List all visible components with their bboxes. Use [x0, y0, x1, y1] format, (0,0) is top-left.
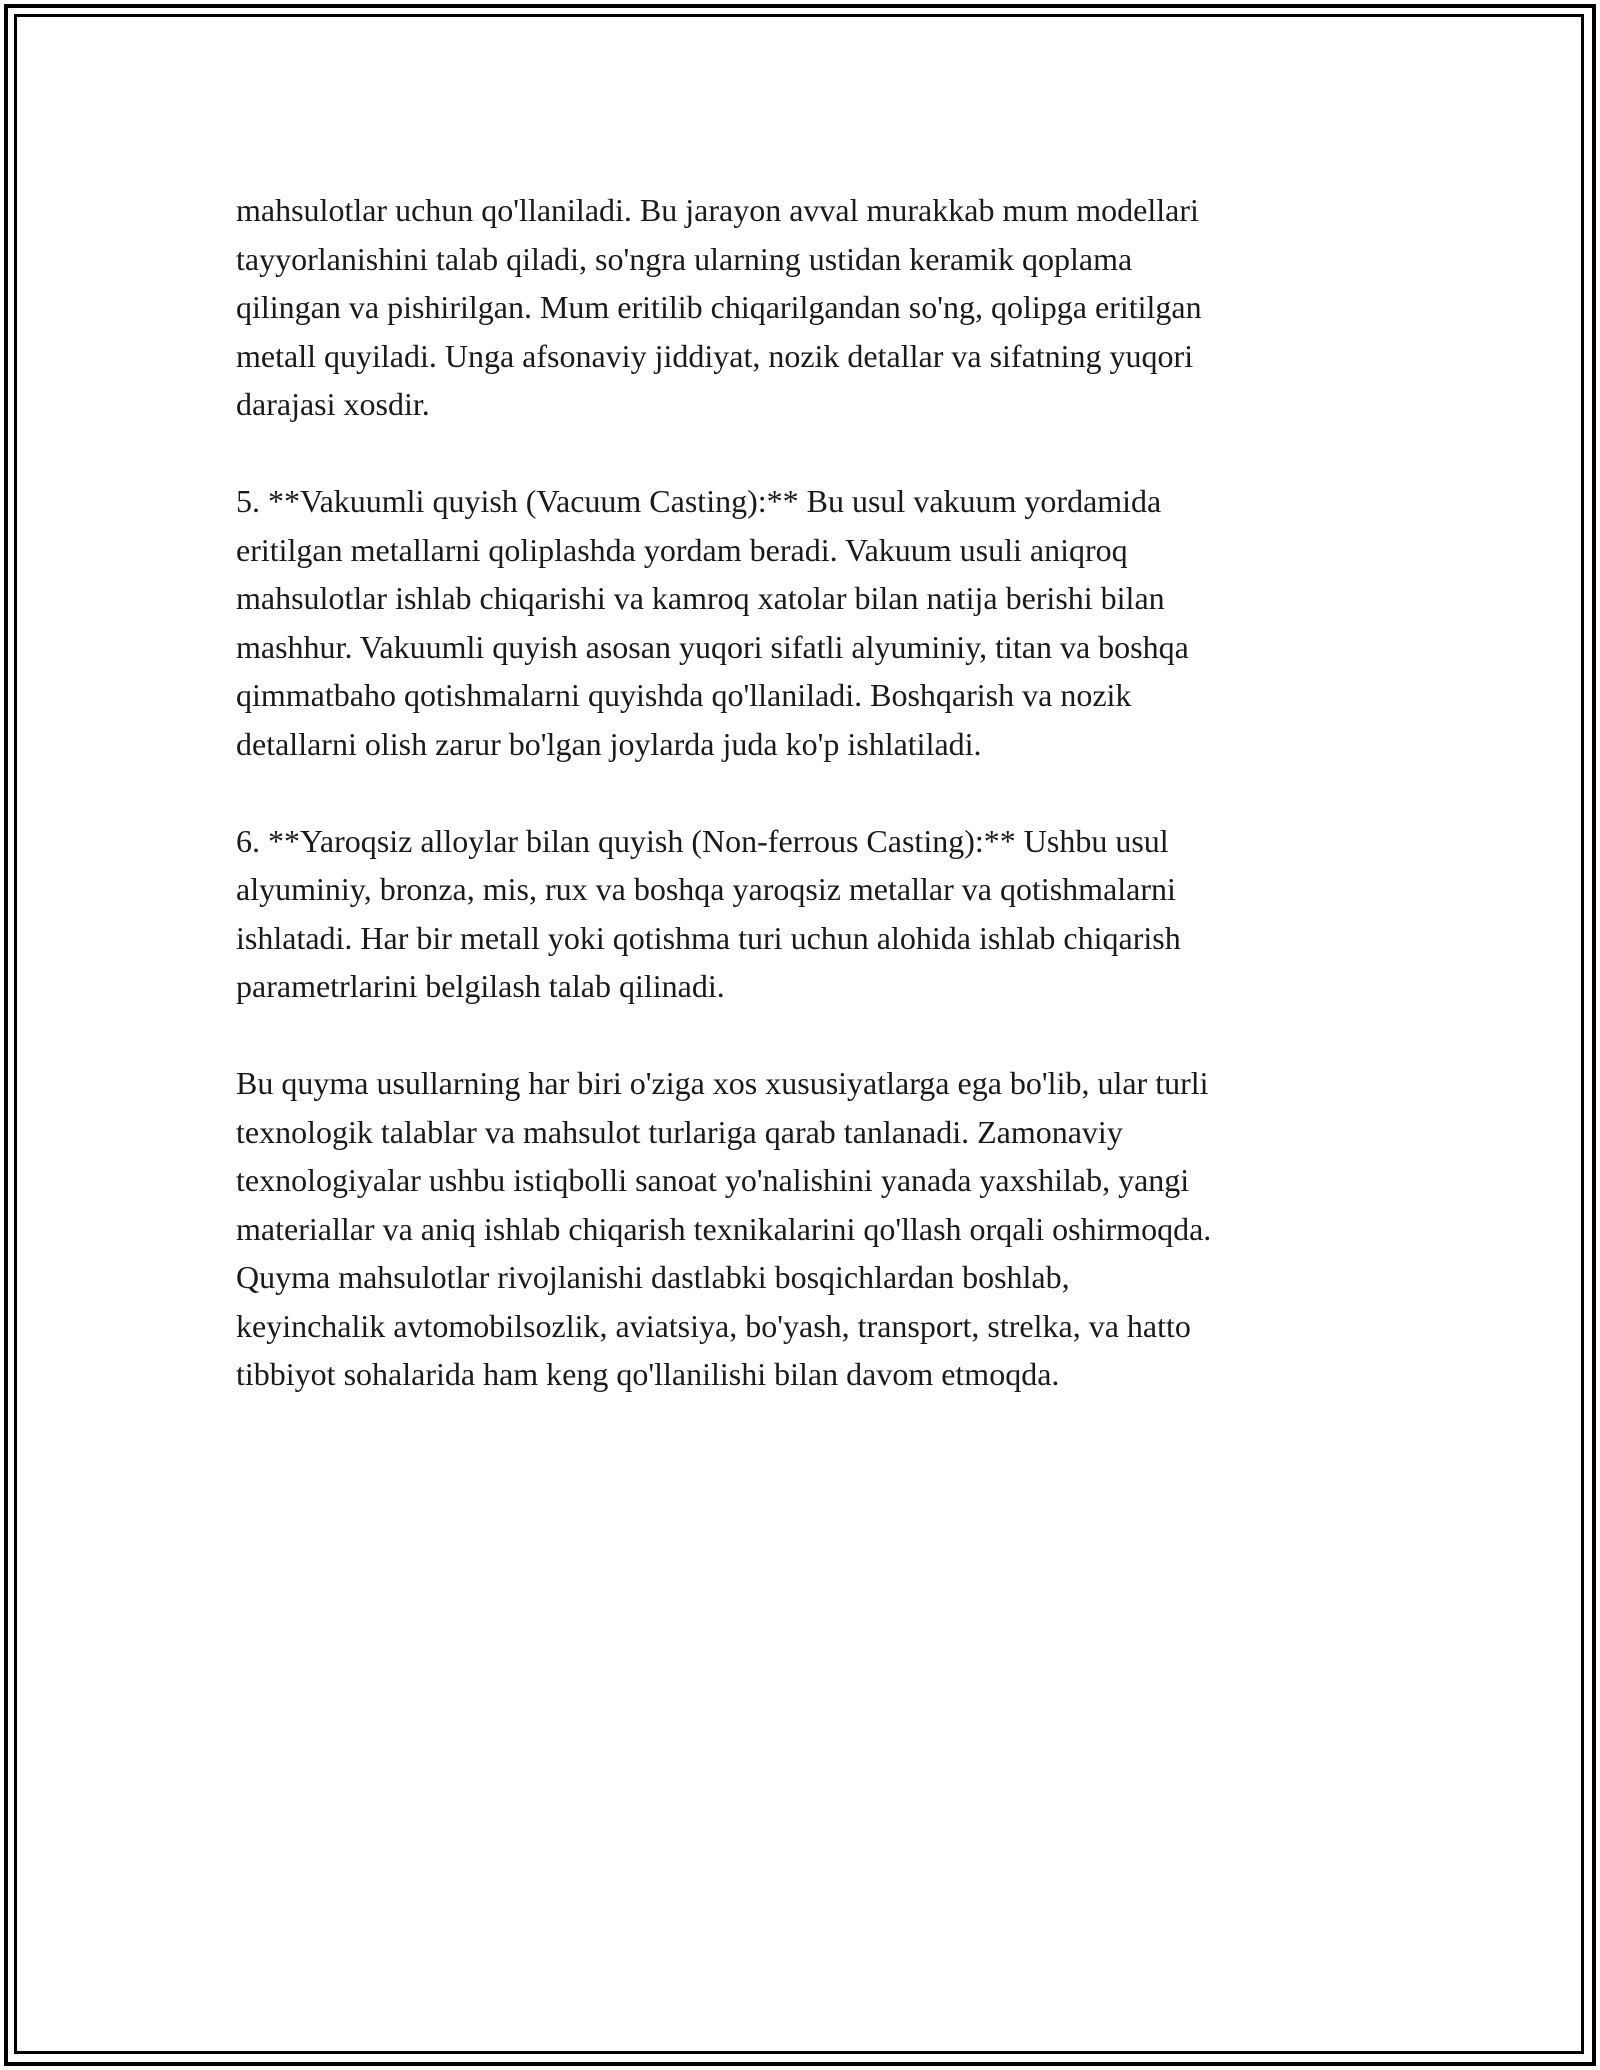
document-body — [236, 186, 1356, 1447]
paragraph-conclusion: Bu quyma usullarning har biri o'ziga xos xususiyatlarga ega bo'lib, ular turli texnologik talablar va mahsulot turlariga qarab tanlanadi. Zamonaviy texnologiyalar ushbu istiqbolli sanoat yo'nalishini yanada yaxshilab, yangi materiallar va aniq ishlab chiqarish texnikalarini qo'llash orqali oshirmoqda. Quyma mahsulotlar rivojlanishi dastlabki bosqichlardan boshlab, keyinchalik avtomobilsozlik, aviatsiya, bo'yash, transport, strelka, va hatto tibbiyot sohalarida ham keng qo'llanilishi bilan davom etmoqda. — [236, 1065, 1212, 1392]
paragraph-vacuum-casting: 5. **Vakuumli quyish (Vacuum Casting):** Bu usul vakuum yordamida eritilgan metallarni qoliplashda yordam beradi. Vakuum usuli aniqroq mahsulotlar ishlab chiqarishi va kamroq xatolar bilan natija berishi bilan mashhur. Vakuumli quyish asosan yuqori sifatli alyuminiy, titan va boshqa qimmatbaho qotishmalarni quyishda qo'llaniladi. Boshqarish va nozik detallarni olish zarur bo'lgan joylarda juda ko'p ishlatiladi. — [236, 483, 1189, 762]
paragraph-non-ferrous-casting: 6. **Yaroqsiz alloylar bilan quyish (Non-ferrous Casting):** Ushbu usul alyuminiy, bronza, mis, rux va boshqa yaroqsiz metallar va qotishmalarni ishlatadi. Har bir metall yoki qotishma turi uchun alohida ishlab chiqarish parametrlarini belgilash talab qilinadi. — [236, 822, 1181, 1004]
paragraph-investment-casting-continued: mahsulotlar uchun qo'llaniladi. Bu jarayon avval murakkab mum modellari tayyorlanishini talab qiladi, so'ngra ularning ustidan keramik qoplama qilingan va pishirilgan. Mum eritilib chiqarilgandan so'ng, qolipga eritilgan metall quyiladi. Unga afsonaviy jiddiyat, nozik detallar va sifatning yuqori darajasi xosdir. — [236, 192, 1202, 422]
